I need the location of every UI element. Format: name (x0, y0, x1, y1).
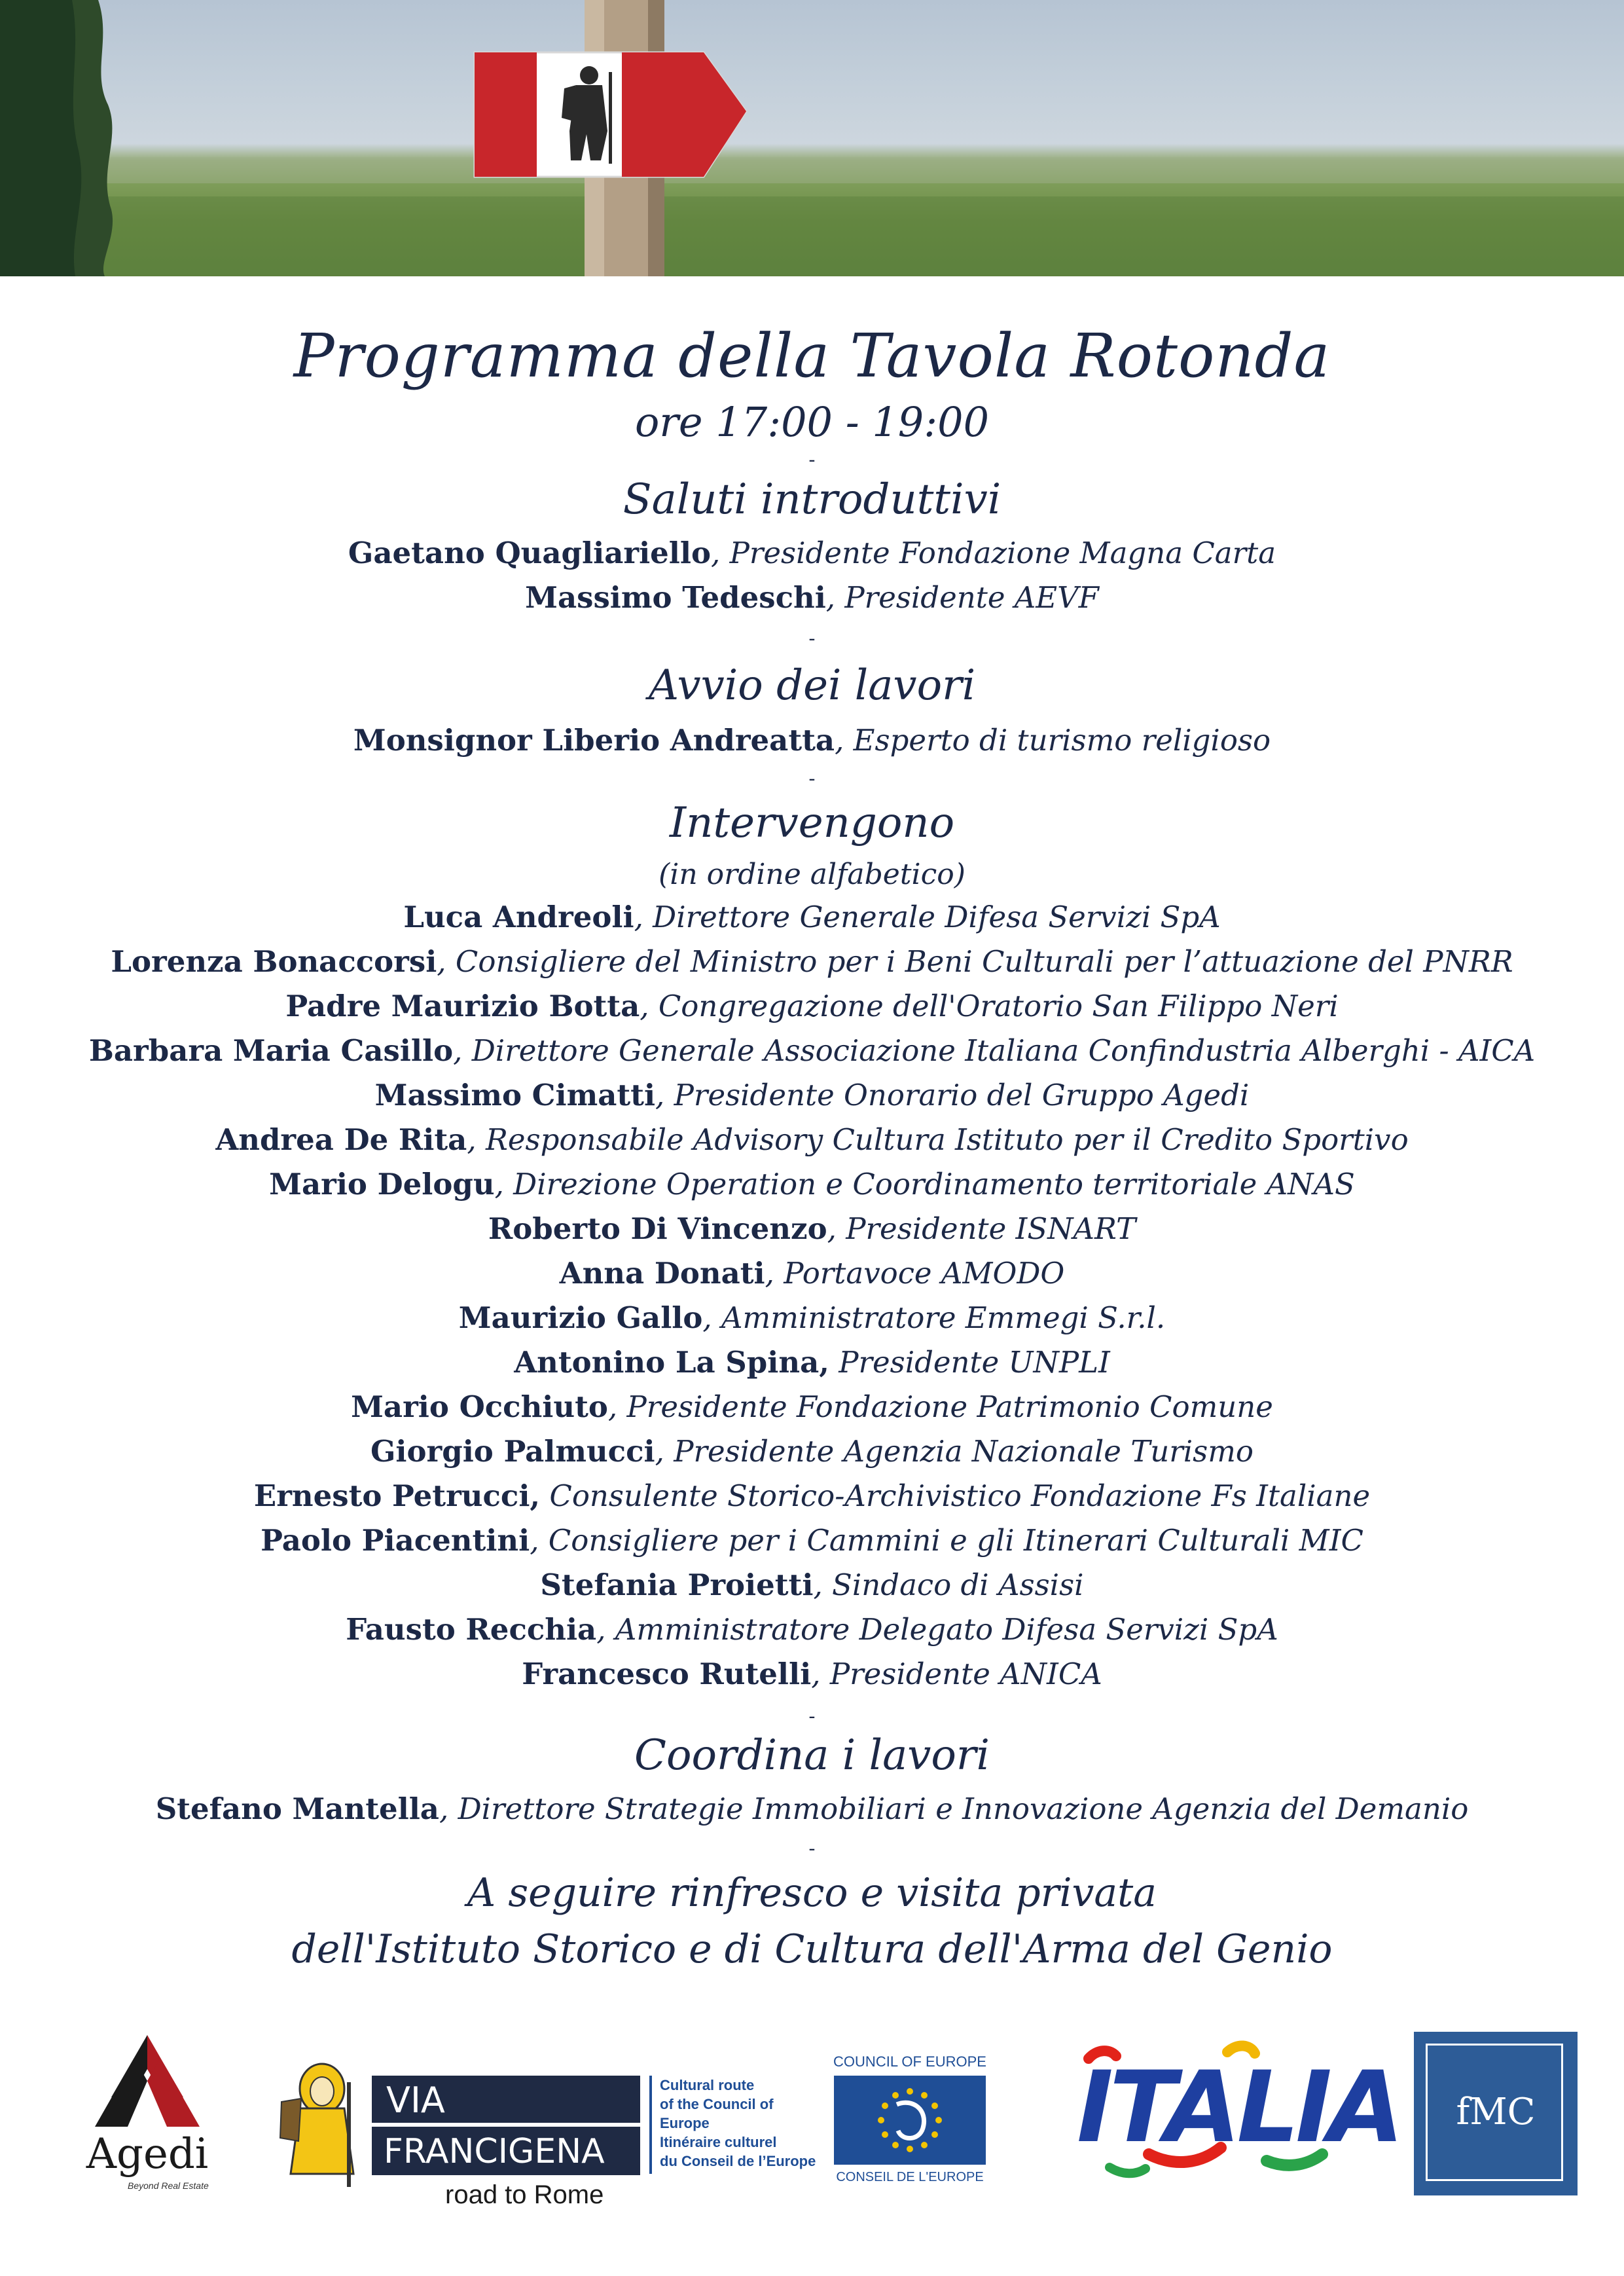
speaker-name: Padre Maurizio Botta (285, 989, 640, 1023)
speaker-entry (0, 1791, 1624, 1826)
speaker-role: , Amministratore Delegato Difesa Servizi SpA (596, 1612, 1278, 1647)
agedi-mark-icon (82, 2035, 213, 2127)
route-fr-1: Itinéraire culturel (660, 2134, 777, 2150)
trail-sign-illustration (0, 0, 1624, 276)
speaker-role: , Amministratore Emmegi S.r.l. (702, 1300, 1166, 1335)
separator: - (808, 767, 816, 790)
agedi-name: Agedi (86, 2130, 209, 2178)
speaker-name: Francesco Rutelli (522, 1657, 812, 1691)
via-box (372, 2076, 640, 2123)
council-flag (834, 2076, 986, 2165)
speaker-name: Antonino La Spina, (514, 1345, 829, 1380)
speaker-entry (0, 1389, 1624, 1424)
speaker-entry (0, 1078, 1624, 1112)
via-francigena-logo (275, 2063, 825, 2209)
header-photo (0, 0, 1624, 276)
speaker-name: Mario Delogu (269, 1167, 495, 1202)
speaker-role: , Presidente Fondazione Magna Carta (711, 536, 1276, 570)
closing-line-2: dell'Istituto Storico e di Cultura dell'Arma del Genio (291, 1926, 1333, 1972)
francigena-label: FRANCIGENA (384, 2132, 605, 2171)
speaker-name: Giorgio Palmucci (370, 1434, 655, 1469)
speaker-entry (0, 1523, 1624, 1558)
speaker-entry (0, 1211, 1624, 1246)
alphabetical-note: (in ordine alfabetico) (659, 858, 965, 891)
speaker-name: Massimo Tedeschi (525, 580, 826, 615)
speaker-role: Presidente UNPLI (829, 1345, 1110, 1380)
speaker-entry (0, 900, 1624, 934)
separator: - (808, 1837, 816, 1860)
svg-text:ITALIA: ITALIA (1077, 2051, 1401, 2165)
speaker-role: , Congregazione dell'Oratorio San Filippo Neri (640, 989, 1339, 1023)
speaker-entry (0, 1657, 1624, 1691)
speaker-role: , Presidente ANICA (811, 1657, 1102, 1691)
speaker-name: Stefania Proietti (540, 1568, 814, 1602)
agedi-logo (62, 2035, 252, 2192)
speaker-name: Luca Andreoli (403, 900, 634, 934)
italia-logo (1070, 2030, 1401, 2193)
time-range: ore 17:00 - 19:00 (634, 398, 990, 446)
speaker-entry (0, 989, 1624, 1023)
speaker-entry (0, 1345, 1624, 1380)
council-of-europe-logo (831, 2053, 988, 2191)
speaker-role: , Portavoce AMODO (765, 1256, 1065, 1291)
speaker-role: , Direttore Generale Associazione Italiana Confindustria Alberghi - AICA (453, 1033, 1536, 1068)
speaker-name: Barbara Maria Casillo (88, 1033, 454, 1068)
page-title: Programma della Tavola Rotonda (293, 321, 1331, 391)
speaker-entry (0, 1167, 1624, 1202)
speaker-name: Massimo Cimatti (374, 1078, 656, 1112)
speaker-role: , Direttore Strategie Immobiliari e Innovazione Agenzia del Demanio (439, 1791, 1469, 1826)
agedi-tagline: Beyond Real Estate (128, 2180, 209, 2191)
fmc-text: fMC (1456, 2091, 1536, 2133)
speaker-name: Maurizio Gallo (458, 1300, 703, 1335)
speaker-role: , Esperto di turismo religioso (835, 723, 1271, 758)
speaker-name: Stefano Mantella (155, 1791, 439, 1826)
speaker-name: Gaetano Quagliariello (348, 536, 712, 570)
council-of-europe-top: COUNCIL OF EUROPE (833, 2053, 986, 2070)
closing-line-1: A seguire rinfresco e visita privata (467, 1870, 1157, 1916)
cultural-route-text (660, 2076, 825, 2171)
speaker-role: , Direzione Operation e Coordinamento territoriale ANAS (494, 1167, 1355, 1202)
speaker-role: , Presidente ISNART (827, 1211, 1136, 1246)
council-of-europe-bottom: CONSEIL DE L'EUROPE (836, 2170, 984, 2184)
speaker-name: Paolo Piacentini (261, 1523, 530, 1558)
speaker-role: , Consigliere del Ministro per i Beni Culturali per l’attuazione del PNRR (437, 944, 1513, 979)
speaker-role: , Sindaco di Assisi (813, 1568, 1084, 1602)
speaker-name: Roberto Di Vincenzo (488, 1211, 827, 1246)
speaker-name: Anna Donati (559, 1256, 765, 1291)
speaker-name: Andrea De Rita (215, 1122, 467, 1157)
speaker-name: Monsignor Liberio Andreatta (353, 723, 835, 758)
speaker-entry (0, 1122, 1624, 1157)
speaker-entry (0, 1478, 1624, 1513)
speaker-name: Mario Occhiuto (351, 1389, 608, 1424)
speaker-entry (0, 1568, 1624, 1602)
speaker-role: , Presidente AEVF (825, 580, 1099, 615)
via-label: VIA (386, 2080, 445, 2121)
eu-stars-icon (834, 2076, 986, 2165)
speaker-entry (0, 1434, 1624, 1469)
section-heading-coordinator: Coordina i lavori (634, 1731, 990, 1780)
via-francigena-tagline: road to Rome (445, 2180, 604, 2209)
separator: - (808, 1705, 816, 1728)
francigena-box (372, 2127, 640, 2175)
section-heading-welcome: Saluti introduttivi (623, 475, 1001, 524)
speaker-entry (0, 723, 1624, 758)
speaker-entry (0, 1300, 1624, 1335)
speaker-entry (0, 1033, 1624, 1068)
speaker-entry (0, 536, 1624, 570)
route-en-1: Cultural route (660, 2077, 755, 2093)
speaker-entry (0, 1256, 1624, 1291)
separator: - (808, 627, 816, 650)
speaker-role: , Consigliere per i Cammini e gli Itinerari Culturali MIC (530, 1523, 1363, 1558)
italia-wordmark-icon (1070, 2030, 1401, 2193)
section-heading-speakers: Intervengono (669, 799, 955, 847)
separator: - (808, 449, 816, 471)
speaker-role: , Responsabile Advisory Cultura Istituto per il Credito Sportivo (467, 1122, 1409, 1157)
speaker-entry (0, 580, 1624, 615)
speaker-role: Consulente Storico-Archivistico Fondazione Fs Italiane (540, 1478, 1371, 1513)
speaker-name: Fausto Recchia (346, 1612, 597, 1647)
route-en-2: of the Council of Europe (660, 2096, 774, 2131)
speaker-name: Ernesto Petrucci, (253, 1478, 541, 1513)
route-fr-2: du Conseil de l’Europe (660, 2153, 816, 2169)
speaker-entry (0, 944, 1624, 979)
divider (649, 2076, 652, 2174)
fmc-logo (1414, 2032, 1578, 2195)
speaker-role: , Presidente Agenzia Nazionale Turismo (655, 1434, 1254, 1469)
pilgrim-mascot-icon (275, 2063, 367, 2187)
speaker-role: , Presidente Fondazione Patrimonio Comune (607, 1389, 1273, 1424)
speaker-role: , Presidente Onorario del Gruppo Agedi (655, 1078, 1250, 1112)
section-heading-start: Avvio dei lavori (648, 661, 976, 710)
speaker-name: Lorenza Bonaccorsi (111, 944, 437, 979)
speaker-entry (0, 1612, 1624, 1647)
speaker-role: , Direttore Generale Difesa Servizi SpA (634, 900, 1221, 934)
